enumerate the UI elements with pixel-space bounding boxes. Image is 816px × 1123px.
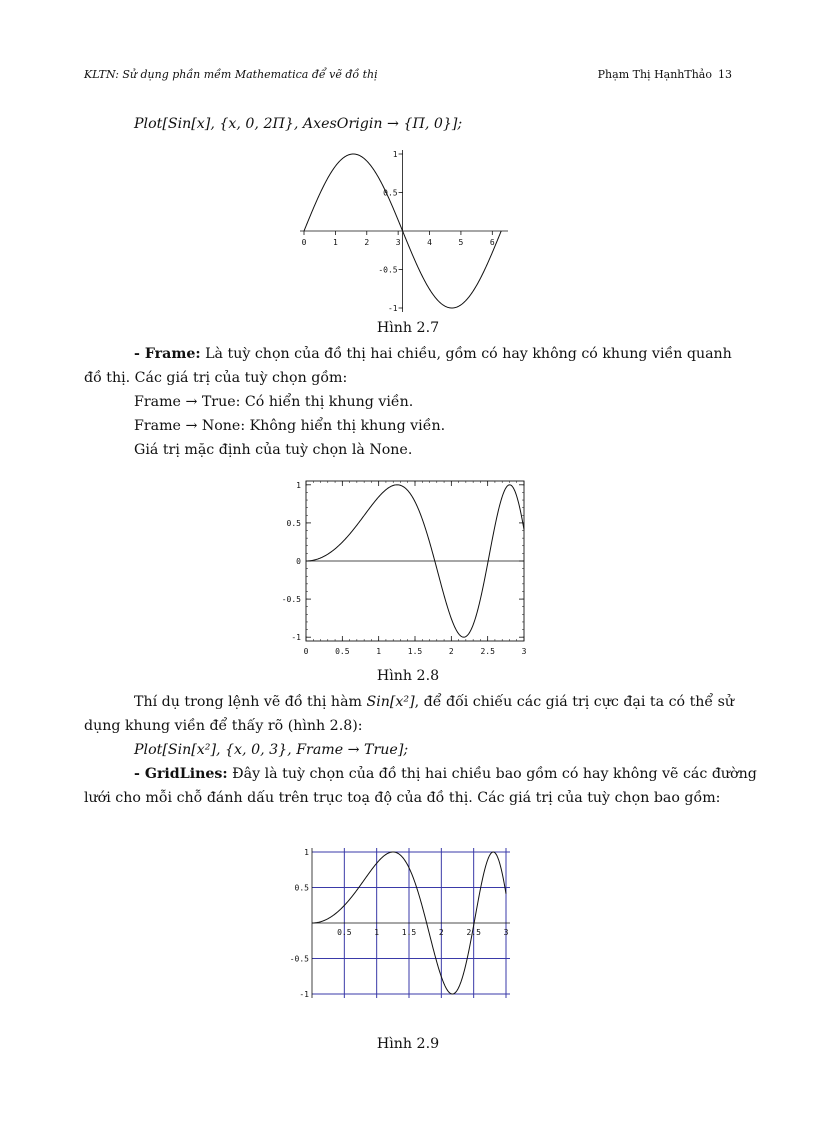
x-tick-label: 2 [438, 928, 444, 937]
y-tick-label: -0.5 [281, 595, 301, 605]
y-tick-label: -1 [299, 990, 309, 999]
y-tick-label: 1 [296, 480, 301, 490]
frame-true-line: Frame → True: Có hiển thị khung viền. [134, 394, 414, 410]
author-name: Phạm Thị HạnhThảo [597, 68, 712, 81]
frame-default-line: Giá trị mặc định của tuỳ chọn là None. [134, 442, 413, 458]
x-tick-label: 2 [448, 647, 454, 656]
gridlines-term: - GridLines: [134, 766, 228, 782]
x-tick-label: 0.5 [335, 647, 350, 656]
page-number: 13 [718, 68, 732, 81]
caption-figure-2-7: Hình 2.7 [376, 320, 440, 336]
paragraph-grid-line-2: lưới cho mỗi chỗ đánh dấu trên trục toạ độ của đồ thị. Các giá trị của tuỳ chọn bao gồm: [84, 790, 721, 806]
x-tick-label: 1 [332, 238, 338, 247]
running-header-title: KLTN: Sử dụng phần mềm Mathematica để vẽ đồ thị [84, 68, 378, 81]
y-tick-label: 0.5 [383, 188, 398, 198]
gridlines-description: Đây là tuỳ chọn của đồ thị hai chiều bao gồm có hay không vẽ các đường [227, 766, 757, 782]
x-tick-label: 0 [303, 647, 309, 656]
figure-2-7 [296, 140, 516, 320]
x-tick-label: 1.5 [407, 647, 423, 656]
x-tick-label: 1 [376, 647, 382, 656]
caption-figure-2-9: Hình 2.9 [376, 1036, 440, 1052]
x-tick-label: 3 [503, 928, 509, 937]
frame-term: - Frame: [134, 346, 201, 362]
x-tick-label: 2.5 [466, 928, 481, 937]
example-text-b: , để đối chiếu các giá trị cực đại ta có thể sử [414, 694, 735, 710]
paragraph-example-line-1 [134, 690, 735, 714]
frame-none-line: Frame → None: Không hiển thị khung viền. [134, 418, 446, 434]
example-text-a: Thí dụ trong lệnh vẽ đồ thị hàm [134, 694, 367, 710]
y-tick-label: -1 [387, 304, 398, 313]
x-tick-label: 2 [364, 238, 370, 247]
paragraph-example-line-2: dụng khung viền để thấy rõ (hình 2.8): [84, 718, 363, 734]
caption-figure-2-8: Hình 2.8 [376, 668, 440, 684]
x-tick-label: 6 [489, 238, 495, 247]
x-tick-label: 4 [427, 238, 432, 247]
x-tick-label: 0 [301, 238, 307, 247]
y-tick-label: 0.5 [286, 518, 301, 528]
figure-2-8 [276, 475, 536, 660]
figure-2-9 [284, 840, 524, 1010]
y-tick-label: 1 [304, 848, 309, 857]
x-tick-label: 5 [458, 238, 464, 247]
x-tick-label: 3 [521, 647, 527, 656]
paragraph-frame-line-1 [134, 342, 730, 366]
x-tick-label: 1.5 [401, 928, 417, 937]
y-tick-label: -1 [291, 633, 301, 643]
y-tick-label: 0.5 [294, 883, 309, 893]
code-line-1: Plot[Sin[x], {x, 0, 2Π}, AxesOrigin → {Π, 0}]; [134, 116, 463, 132]
code-line-2: Plot[Sin[x²], {x, 0, 3}, Frame → True]; [134, 742, 409, 758]
x-tick-label: 3 [395, 238, 401, 247]
y-tick-label: -0.5 [289, 954, 309, 964]
frame-description: Là tuỳ chọn của đồ thị hai chiều, gồm có hay không có khung viền quanh [200, 346, 732, 362]
example-math: Sin[x²] [366, 694, 415, 710]
paragraph-frame-line-2: đồ thị. Các giá trị của tuỳ chọn gồm: [84, 370, 348, 386]
x-tick-label: 1 [374, 928, 380, 937]
x-tick-label: 0.5 [337, 928, 352, 937]
y-tick-label: 1 [392, 150, 398, 159]
y-tick-label: 0 [296, 557, 301, 566]
y-tick-label: -0.5 [378, 265, 398, 275]
x-tick-label: 2.5 [480, 647, 495, 656]
running-header-author [598, 68, 732, 81]
paragraph-grid-line-1 [134, 762, 757, 786]
